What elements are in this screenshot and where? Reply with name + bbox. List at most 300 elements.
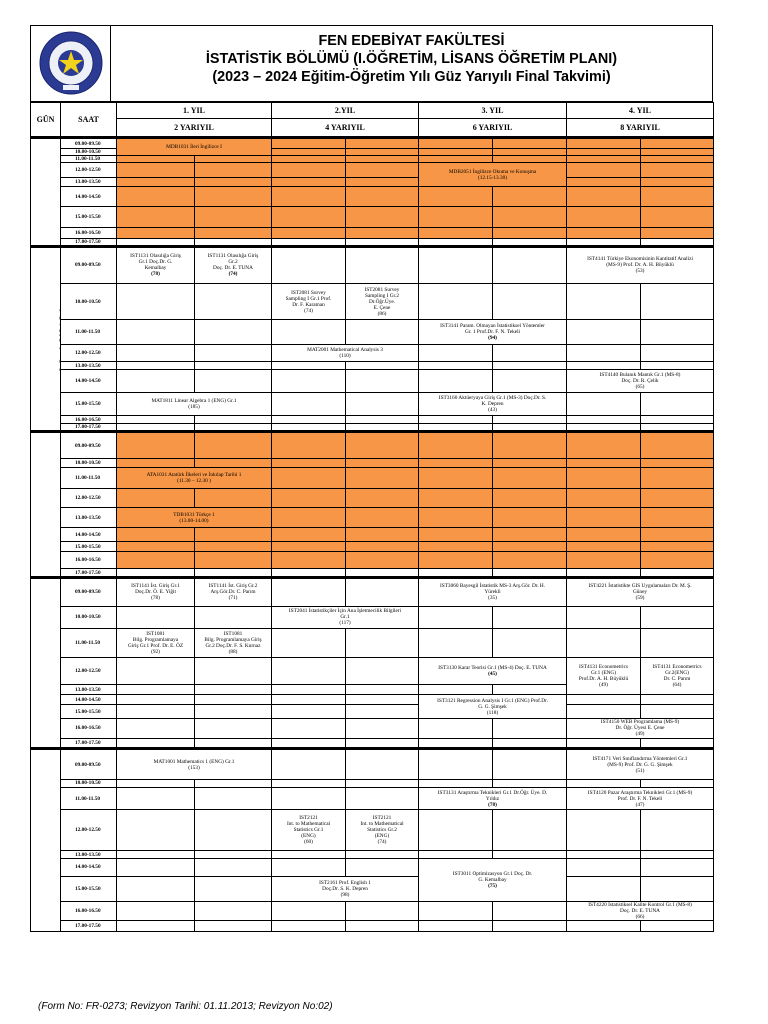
exam-line: (66) (635, 914, 645, 921)
empty-slot (567, 468, 641, 489)
exam-line: IST3011 Optimizasyon Gr.1 Doç. Dr. (452, 871, 533, 878)
empty-slot (346, 749, 419, 780)
empty-slot (567, 489, 641, 507)
empty-slot (272, 458, 346, 467)
time-slot: 15.00-15.50 (61, 392, 117, 415)
empty-slot (195, 739, 272, 749)
empty-slot (346, 779, 419, 787)
empty-slot (346, 227, 419, 238)
empty-slot (272, 551, 346, 568)
exam-line: Prof.Dr. A. H. Büyüklü (578, 675, 629, 682)
exam-entry (117, 392, 272, 415)
schedule-row (31, 424, 714, 432)
exam-line: IST4131 Econometrics (579, 663, 629, 670)
empty-slot (641, 416, 714, 424)
empty-slot (419, 921, 493, 932)
empty-slot (419, 458, 493, 467)
empty-slot (493, 489, 567, 507)
exam-entry (567, 718, 714, 738)
empty-slot (419, 207, 493, 227)
empty-slot (195, 344, 272, 361)
empty-slot (195, 177, 272, 186)
schedule-row (31, 138, 714, 149)
empty-slot (117, 606, 195, 628)
empty-slot (641, 489, 714, 507)
empty-slot (641, 528, 714, 542)
exam-student-count: (78) (488, 801, 497, 808)
schedule-row (31, 739, 714, 749)
schedule-row (31, 370, 714, 392)
schedule-row (31, 392, 714, 415)
empty-slot (419, 238, 493, 246)
exam-line: IST1081 (146, 630, 165, 637)
empty-slot (346, 657, 419, 685)
empty-slot (195, 416, 272, 424)
schedule-row (31, 320, 714, 344)
exam-entry (419, 320, 567, 344)
schedule-row (31, 551, 714, 568)
exam-line: (64) (672, 681, 682, 688)
empty-slot (641, 392, 714, 415)
exam-line: IST3130 Karar Teorisi Gr.1 (MS-4) Doç. E. TUNA (438, 664, 547, 671)
empty-slot (641, 810, 714, 851)
empty-slot (272, 629, 346, 658)
empty-slot (641, 362, 714, 370)
empty-slot (195, 458, 272, 467)
empty-slot (567, 238, 641, 246)
exam-line: Gr.2 Doç.Dr. F. S. Kurnaz (205, 642, 261, 649)
empty-slot (346, 551, 419, 568)
schedule-row (31, 246, 714, 283)
empty-slot (195, 779, 272, 787)
time-slot: 17.00-17.50 (61, 424, 117, 432)
exam-line: (13.00-14.00) (179, 517, 209, 524)
empty-slot (272, 320, 346, 344)
time-slot: 16.00-16.50 (61, 416, 117, 424)
empty-slot (641, 227, 714, 238)
exam-entry (567, 902, 714, 921)
schedule-row (31, 749, 714, 780)
exam-line: Gr.2(ENG) (665, 669, 689, 676)
empty-slot (641, 568, 714, 577)
empty-slot (117, 416, 195, 424)
empty-slot (641, 424, 714, 432)
empty-slot (641, 283, 714, 320)
exam-entry (567, 788, 714, 810)
university-logo (39, 29, 103, 97)
time-slot: 12.00-12.50 (61, 810, 117, 851)
empty-slot (117, 779, 195, 787)
empty-slot (117, 657, 195, 685)
time-slot: 14.00-14.50 (61, 695, 117, 705)
empty-slot (117, 163, 195, 177)
exam-line: (49) (599, 681, 608, 688)
schedule-row (31, 606, 714, 628)
empty-slot (272, 392, 346, 415)
time-column-header: SAAT (61, 103, 117, 138)
empty-slot (195, 851, 272, 859)
schedule-row (31, 568, 714, 577)
empty-slot (641, 320, 714, 344)
schedule-row (31, 851, 714, 859)
empty-slot (346, 695, 419, 705)
day-label-cell (31, 578, 61, 749)
empty-slot (419, 246, 493, 283)
empty-slot (641, 507, 714, 527)
empty-slot (195, 489, 272, 507)
empty-slot (346, 458, 419, 467)
exam-line: Prof. Dr. F. N. Tekeli (617, 795, 663, 802)
exam-line: IST3121 Regression Analysis I Gr.1 (ENG) Prof.Dr. (437, 697, 548, 704)
schedule-row (31, 859, 714, 876)
empty-slot (272, 749, 346, 780)
day-label-cell (31, 138, 61, 247)
empty-slot (493, 568, 567, 577)
empty-slot (117, 810, 195, 851)
schedule-row (31, 344, 714, 361)
exam-line: IST1141 İst. Giriş Gr.1 (131, 583, 180, 590)
empty-slot (419, 606, 493, 628)
exam-line: IST4131 Econometrics (652, 663, 702, 670)
exam-line: IST1131 Olasılığa Giriş (130, 253, 181, 260)
empty-slot (419, 489, 493, 507)
empty-slot (641, 876, 714, 901)
empty-slot (346, 568, 419, 577)
empty-slot (346, 921, 419, 932)
empty-slot (567, 876, 641, 901)
empty-slot (117, 705, 195, 718)
exam-schedule-table (30, 102, 714, 932)
empty-slot (567, 458, 641, 467)
empty-slot (493, 370, 567, 392)
empty-slot (117, 876, 195, 901)
exam-entry (346, 810, 419, 851)
exam-line: G. Kemalbay (478, 877, 507, 884)
empty-slot (419, 528, 493, 542)
empty-slot (272, 149, 346, 156)
time-slot: 13.00-13.50 (61, 177, 117, 186)
exam-entry (117, 749, 272, 780)
empty-slot (567, 320, 641, 344)
empty-slot (117, 739, 195, 749)
exam-line: (59) (635, 595, 645, 602)
empty-slot (195, 810, 272, 851)
empty-slot (272, 227, 346, 238)
exam-line: (60) (304, 839, 313, 846)
empty-slot (493, 138, 567, 149)
empty-slot (641, 629, 714, 658)
empty-slot (641, 606, 714, 628)
time-slot: 11.00-11.50 (61, 629, 117, 658)
empty-slot (272, 468, 346, 489)
exam-entry (419, 163, 567, 186)
empty-slot (272, 177, 346, 186)
schedule-row (31, 432, 714, 459)
exam-student-count: (75) (488, 883, 497, 890)
time-slot: 14.00-14.50 (61, 859, 117, 876)
year-3-header: 3. YIL (419, 103, 567, 119)
empty-slot (493, 810, 567, 851)
empty-slot (195, 320, 272, 344)
exam-line: ATA1031 Atatürk İlkeleri ve İnkılap Tarihi 1 (146, 472, 242, 479)
empty-slot (567, 283, 641, 320)
empty-slot (195, 238, 272, 246)
empty-slot (346, 859, 419, 876)
empty-slot (493, 227, 567, 238)
exam-line: IST4221 İstatistikte GIS Uygulamaları Dr. M. Ş. (588, 583, 692, 590)
exam-entry (419, 578, 567, 607)
empty-slot (641, 468, 714, 489)
schedule-row (31, 238, 714, 246)
empty-slot (567, 705, 641, 718)
empty-slot (117, 921, 195, 932)
time-slot: 13.00-13.50 (61, 851, 117, 859)
exam-line: Doç. Dr. R. Çelik (621, 377, 659, 384)
exam-entry (272, 283, 346, 320)
empty-slot (567, 392, 641, 415)
empty-slot (272, 207, 346, 227)
empty-slot (641, 238, 714, 246)
exam-line: Bilg. Programlamaya Giriş (204, 636, 262, 643)
empty-slot (567, 138, 641, 149)
empty-slot (641, 542, 714, 551)
schedule-row (31, 283, 714, 320)
time-slot: 14.00-14.50 (61, 370, 117, 392)
empty-slot (493, 921, 567, 932)
time-slot: 11.00-11.50 (61, 156, 117, 163)
empty-slot (117, 695, 195, 705)
empty-slot (272, 542, 346, 551)
exam-line: (86) (377, 310, 387, 317)
empty-slot (567, 921, 641, 932)
empty-slot (641, 695, 714, 705)
time-slot: 10.00-10.50 (61, 606, 117, 628)
empty-slot (195, 227, 272, 238)
exam-entry (346, 283, 419, 320)
exam-line: (65) (635, 383, 645, 390)
empty-slot (195, 186, 272, 206)
exam-entry (419, 392, 567, 415)
schedule-row (31, 876, 714, 901)
exam-student-count: (45) (488, 670, 497, 677)
exam-line: Doç.Dr. S. K. Depren (322, 885, 368, 892)
exam-line: (92) (151, 648, 160, 655)
exam-entry (419, 859, 567, 902)
schedule-row (31, 156, 714, 163)
empty-slot (567, 227, 641, 238)
exam-entry (272, 876, 419, 901)
schedule-row (31, 177, 714, 186)
empty-slot (346, 542, 419, 551)
empty-slot (117, 424, 195, 432)
exam-line: Sampling I Gr.2 (365, 292, 399, 299)
exam-line: (118) (486, 709, 499, 716)
empty-slot (195, 528, 272, 542)
empty-slot (195, 163, 272, 177)
schedule-row (31, 489, 714, 507)
empty-slot (419, 739, 493, 749)
exam-line: (71) (228, 595, 238, 602)
empty-slot (641, 859, 714, 876)
time-slot: 10.00-10.50 (61, 779, 117, 787)
exam-entry (567, 246, 714, 283)
empty-slot (117, 788, 195, 810)
empty-slot (419, 344, 493, 361)
empty-slot (117, 718, 195, 738)
exam-line: Int. to Mathematical (286, 821, 331, 828)
empty-slot (493, 149, 567, 156)
exam-line: Dr. C. Parım (663, 675, 691, 682)
exam-line: Arş.Gör.Dr. C. Parım (210, 589, 256, 596)
schedule-row (31, 163, 714, 177)
empty-slot (419, 810, 493, 851)
empty-slot (641, 432, 714, 459)
empty-slot (117, 458, 195, 467)
empty-slot (346, 902, 419, 921)
empty-slot (346, 424, 419, 432)
empty-slot (419, 902, 493, 921)
empty-slot (493, 362, 567, 370)
exam-line: IST4150 WEB Programlama (MS-9) (600, 719, 680, 726)
time-slot: 11.00-11.50 (61, 320, 117, 344)
exam-line: Doç. Dr. E. TUNA (213, 265, 253, 272)
empty-slot (346, 851, 419, 859)
empty-slot (346, 149, 419, 156)
time-slot: 12.00-12.50 (61, 657, 117, 685)
exam-line: IST1081 (223, 630, 243, 637)
empty-slot (272, 779, 346, 787)
exam-line: IST4120 Pazar Araştırma Teknikleri Gr.1 (MS-9) (587, 789, 693, 796)
empty-slot (567, 551, 641, 568)
semester-2-header: 2 YARIYIL (117, 119, 272, 138)
empty-slot (117, 902, 195, 921)
empty-slot (346, 156, 419, 163)
exam-line: IST2041 İstatistikçiler İçin Ana İşletmecilik Bilgileri (288, 608, 402, 615)
empty-slot (641, 779, 714, 787)
empty-slot (493, 685, 567, 695)
time-slot: 14.00-14.50 (61, 528, 117, 542)
empty-slot (493, 207, 567, 227)
empty-slot (272, 362, 346, 370)
empty-slot (567, 163, 641, 177)
empty-slot (346, 207, 419, 227)
empty-slot (346, 432, 419, 459)
empty-slot (419, 629, 493, 658)
exam-line: Doç. Dr. E. TUNA (620, 908, 660, 915)
schedule-row (31, 718, 714, 738)
time-slot: 16.00-16.50 (61, 551, 117, 568)
exam-entry (272, 606, 419, 628)
exam-line: IST3160 Aktüeryaya Giriş Gr.1 (MS-3) Doç.Dr. S. (438, 394, 547, 401)
exam-line: (35) (488, 595, 497, 602)
exam-entry (567, 657, 641, 695)
schedule-row (31, 458, 714, 467)
exam-line: MDB2051 İngilizce Okuma ve Konuşma (448, 168, 537, 175)
empty-slot (493, 749, 567, 780)
schedule-row (31, 416, 714, 424)
empty-slot (272, 370, 346, 392)
empty-slot (641, 177, 714, 186)
empty-slot (272, 902, 346, 921)
empty-slot (493, 902, 567, 921)
empty-slot (272, 432, 346, 459)
empty-slot (117, 344, 195, 361)
empty-slot (567, 779, 641, 787)
empty-slot (346, 578, 419, 607)
empty-slot (419, 749, 493, 780)
exam-line: Gr.1 (ENG) (591, 669, 617, 676)
empty-slot (419, 227, 493, 238)
exam-line: Gr.2 (228, 259, 238, 266)
schedule-row (31, 528, 714, 542)
empty-slot (493, 246, 567, 283)
time-slot: 12.00-12.50 (61, 344, 117, 361)
empty-slot (346, 468, 419, 489)
time-slot: 11.00-11.50 (61, 788, 117, 810)
empty-slot (641, 344, 714, 361)
empty-slot (567, 207, 641, 227)
time-slot: 09.00-09.50 (61, 432, 117, 459)
exam-line: (185) (188, 403, 200, 410)
empty-slot (272, 528, 346, 542)
semester-4-header: 4 YARIYIL (272, 119, 419, 138)
time-slot: 09.00-09.50 (61, 578, 117, 607)
empty-slot (195, 424, 272, 432)
empty-slot (346, 138, 419, 149)
empty-slot (117, 489, 195, 507)
exam-entry (567, 370, 714, 392)
empty-slot (567, 695, 641, 705)
empty-slot (641, 458, 714, 467)
empty-slot (567, 362, 641, 370)
empty-slot (346, 788, 419, 810)
time-slot: 17.00-17.50 (61, 921, 117, 932)
exam-line: MAT1001 Mathematics 1 (ENG) Gr.1 (153, 758, 235, 765)
time-slot: 10.00-10.50 (61, 458, 117, 467)
empty-slot (419, 507, 493, 527)
empty-slot (493, 186, 567, 206)
empty-slot (493, 718, 567, 738)
time-slot: 13.00-13.50 (61, 507, 117, 527)
exam-line: IST1141 İst. Giriş Gr.2 (208, 583, 258, 590)
exam-line: Yürekli (484, 589, 501, 596)
exam-entry (419, 788, 567, 810)
empty-slot (346, 528, 419, 542)
exam-entry (272, 344, 419, 361)
empty-slot (195, 695, 272, 705)
exam-line: (74) (304, 307, 313, 314)
empty-slot (346, 705, 419, 718)
empty-slot (272, 416, 346, 424)
exam-entry (117, 629, 195, 658)
empty-slot (195, 432, 272, 459)
empty-slot (567, 344, 641, 361)
year-4-header: 4. YIL (567, 103, 714, 119)
empty-slot (493, 528, 567, 542)
time-slot: 09.00-09.50 (61, 138, 117, 149)
schedule-row (31, 207, 714, 227)
department-title: İSTATİSTİK BÖLÜMÜ (I.ÖĞRETİM, LİSANS ÖĞRETİM PLANI) (205, 51, 618, 67)
empty-slot (493, 156, 567, 163)
empty-slot (641, 207, 714, 227)
empty-slot (419, 370, 493, 392)
empty-slot (117, 177, 195, 186)
empty-slot (117, 551, 195, 568)
empty-slot (346, 392, 419, 415)
empty-slot (272, 718, 346, 738)
empty-slot (346, 370, 419, 392)
empty-slot (567, 177, 641, 186)
